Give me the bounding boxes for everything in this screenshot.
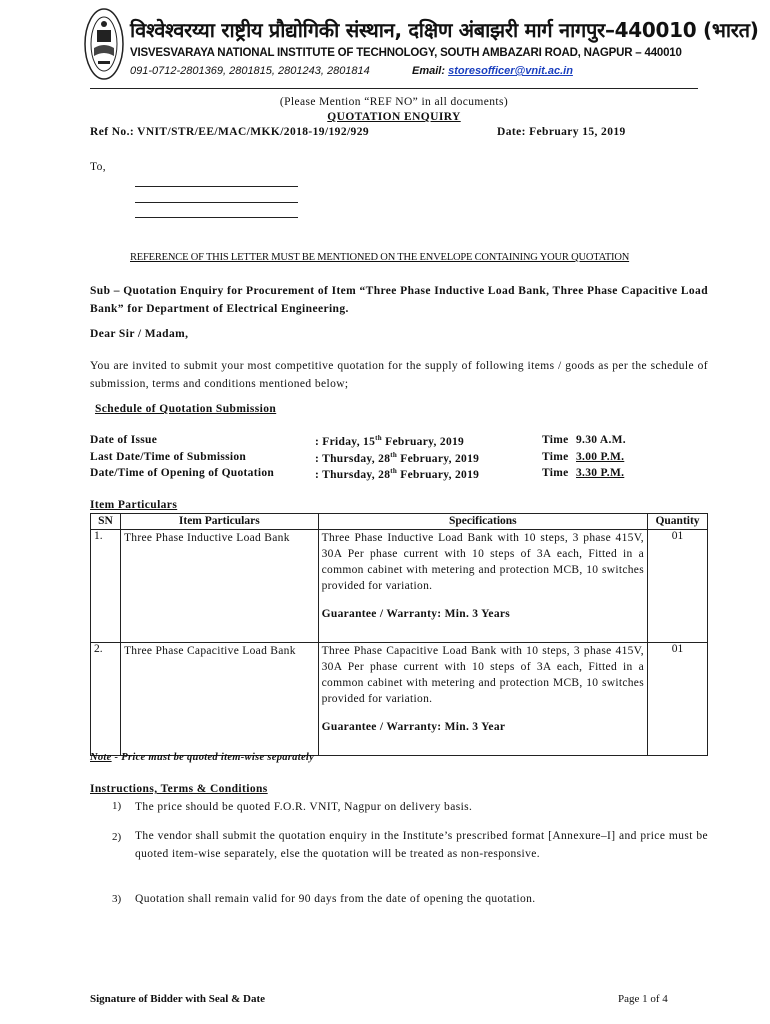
item-guarantee: Guarantee / Warranty: Min. 3 Years bbox=[321, 608, 511, 620]
phone-numbers: 091-0712-2801369, 2801815, 2801243, 2801814 bbox=[130, 65, 370, 77]
items-table bbox=[90, 513, 708, 756]
term-number: 3) bbox=[112, 893, 122, 905]
item-sn: 2. bbox=[91, 643, 121, 756]
schedule-label: Last Date/Time of Submission bbox=[90, 451, 247, 463]
address-blank-line bbox=[135, 186, 298, 187]
schedule-label: Date of Issue bbox=[90, 434, 158, 446]
item-sn: 1. bbox=[91, 530, 121, 643]
email-label: Email: bbox=[412, 65, 446, 77]
table-row bbox=[91, 530, 708, 643]
mention-note: (Please Mention “REF NO” in all documents) bbox=[279, 96, 509, 108]
signature-label: Signature of Bidder with Seal & Date bbox=[90, 993, 265, 1005]
item-particular: Three Phase Capacitive Load Bank bbox=[120, 643, 318, 756]
item-guarantee: Guarantee / Warranty: Min. 3 Year bbox=[321, 721, 506, 733]
schedule-time: 3.30 P.M. bbox=[576, 467, 625, 479]
terms-heading: Instructions, Terms & Conditions bbox=[90, 783, 268, 795]
column-header: Item Particulars bbox=[120, 514, 318, 530]
reference-number: Ref No.: VNIT/STR/EE/MAC/MKK/2018-19/192/929 bbox=[90, 126, 370, 138]
table-header-row bbox=[91, 514, 708, 530]
item-specification: Three Phase Capacitive Load Bank with 10 steps, 3 phase 415V, 30A Per phase current with 10 steps of 3A each, Fitted in a common cabinet with metering and protection MCB, 10 switches provided for variation. Guarantee / Warranty: Min. 3 Year bbox=[318, 643, 647, 756]
note-label: Note bbox=[90, 752, 112, 763]
schedule-time: 3.00 P.M. bbox=[576, 451, 625, 463]
table-row bbox=[91, 643, 708, 756]
address-blank-line bbox=[135, 202, 298, 203]
page-number: Page 1 of 4 bbox=[618, 993, 668, 1005]
schedule-date: : Thursday, 28th February, 2019 bbox=[315, 467, 480, 481]
schedule-time-label: Time bbox=[542, 467, 569, 479]
item-quantity: 01 bbox=[648, 530, 708, 643]
email-line bbox=[412, 65, 573, 77]
column-header: Specifications bbox=[318, 514, 647, 530]
price-note bbox=[90, 752, 314, 763]
document-date: Date: February 15, 2019 bbox=[497, 126, 626, 138]
schedule-date: : Thursday, 28th February, 2019 bbox=[315, 451, 480, 465]
intro-paragraph: You are invited to submit your most competitive quotation for the supply of following items / goods as per the schedule of submission, terms and conditions mentioned below; bbox=[90, 360, 708, 390]
header-divider bbox=[90, 88, 698, 89]
term-text: The vendor shall submit the quotation enquiry in the Institute’s prescribed format [Annexure–I] and price must be quoted item-wise separately, else the quotation will be treated as non-responsive. bbox=[135, 830, 708, 860]
document-title: QUOTATION ENQUIRY bbox=[327, 111, 461, 123]
institute-name-english: VISVESVARAYA NATIONAL INSTITUTE OF TECHNOLOGY, SOUTH AMBAZARI ROAD, NAGPUR – 440010 bbox=[130, 47, 682, 59]
term-number: 1) bbox=[112, 800, 122, 812]
schedule-time: 9.30 A.M. bbox=[576, 434, 626, 446]
schedule-label: Date/Time of Opening of Quotation bbox=[90, 467, 275, 479]
item-specification: Three Phase Inductive Load Bank with 10 steps, 3 phase 415V, 30A Per phase current with 10 steps of 3A each, Fitted in a common cabinet with metering and protection MCB, 10 switches provided for variation. Guarantee / Warranty: Min. 3 Years bbox=[318, 530, 647, 643]
subject-line: Sub – Quotation Enquiry for Procurement of Item “Three Phase Inductive Load Bank, Three Phase Capacitive Load Bank” for Department of Electrical Engineering. bbox=[90, 285, 708, 315]
item-quantity: 01 bbox=[648, 643, 708, 756]
term-text: The price should be quoted F.O.R. VNIT, Nagpur on delivery basis. bbox=[135, 801, 473, 813]
salutation: Dear Sir / Madam, bbox=[90, 328, 189, 340]
term-number: 2) bbox=[112, 831, 122, 843]
address-blank-line bbox=[135, 217, 298, 218]
email-link[interactable]: storesofficer@vnit.ac.in bbox=[448, 65, 573, 77]
reference-notice: REFERENCE OF THIS LETTER MUST BE MENTIONED ON THE ENVELOPE CONTAINING YOUR QUOTATION bbox=[130, 252, 630, 263]
column-header: SN bbox=[91, 514, 121, 530]
term-text: Quotation shall remain valid for 90 days from the date of opening the quotation. bbox=[135, 893, 536, 905]
schedule-time-label: Time bbox=[542, 434, 569, 446]
column-header: Quantity bbox=[648, 514, 708, 530]
institute-logo bbox=[84, 8, 124, 80]
addressee-to: To, bbox=[90, 161, 107, 173]
schedule-heading: Schedule of Quotation Submission bbox=[95, 403, 277, 415]
schedule-date: : Friday, 15th February, 2019 bbox=[315, 434, 465, 448]
item-particular: Three Phase Inductive Load Bank bbox=[120, 530, 318, 643]
items-heading: Item Particulars bbox=[90, 499, 178, 511]
schedule-time-label: Time bbox=[542, 451, 569, 463]
institute-name-hindi: विश्वेश्वरय्या राष्ट्रीय प्रौद्योगिकी संस्थान, दक्षिण अंबाझरी मार्ग नागपुर–440010 (भारत) bbox=[130, 18, 759, 42]
note-text: - Price must be quoted item-wise separately bbox=[111, 752, 315, 763]
